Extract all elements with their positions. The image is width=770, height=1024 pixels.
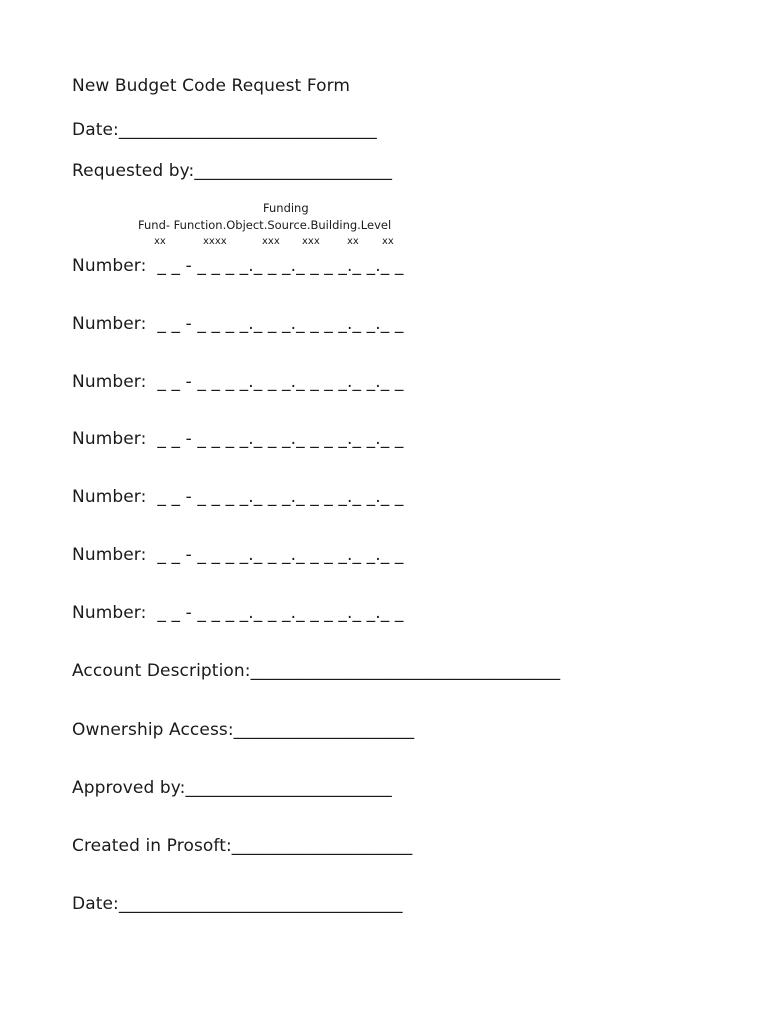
number-row: Number: _ _ - _ _ _ _._ _ _._ _ _ _._ _._ _ — [72, 487, 404, 507]
placeholder-fund: xx — [154, 236, 166, 247]
segments-label: Fund- Function.Object.Source.Building.Level — [138, 218, 392, 232]
approved-by-field: Approved by:________________________ — [72, 778, 392, 798]
placeholder-building: xx — [347, 236, 359, 247]
account-description-field: Account Description:____________________________________ — [72, 661, 561, 681]
ownership-access-field: Ownership Access:_____________________ — [72, 720, 415, 740]
number-row: Number: _ _ - _ _ _ _._ _ _._ _ _ _._ _._ _ — [72, 545, 404, 565]
number-row: Number: _ _ - _ _ _ _._ _ _._ _ _ _._ _._ _ — [72, 429, 404, 449]
number-row: Number: _ _ - _ _ _ _._ _ _._ _ _ _._ _._ _ — [72, 372, 404, 392]
date-field-top: Date:______________________________ — [72, 120, 377, 140]
placeholder-object: xxx — [262, 236, 280, 247]
placeholder-source: xxx — [302, 236, 320, 247]
placeholder-level: xx — [382, 236, 394, 247]
created-in-prosoft-field: Created in Prosoft:_____________________ — [72, 836, 413, 856]
number-row: Number: _ _ - _ _ _ _._ _ _._ _ _ _._ _._ _ — [72, 256, 404, 276]
number-row: Number: _ _ - _ _ _ _._ _ _._ _ _ _._ _._ _ — [72, 314, 404, 334]
date-field-bottom: Date:_________________________________ — [72, 894, 403, 914]
form-title: New Budget Code Request Form — [72, 76, 351, 96]
placeholder-function: xxxx — [203, 236, 227, 247]
funding-label: Funding — [263, 201, 309, 215]
requested-by-field: Requested by:_______________________ — [72, 161, 393, 181]
number-row: Number: _ _ - _ _ _ _._ _ _._ _ _ _._ _._ _ — [72, 603, 404, 623]
